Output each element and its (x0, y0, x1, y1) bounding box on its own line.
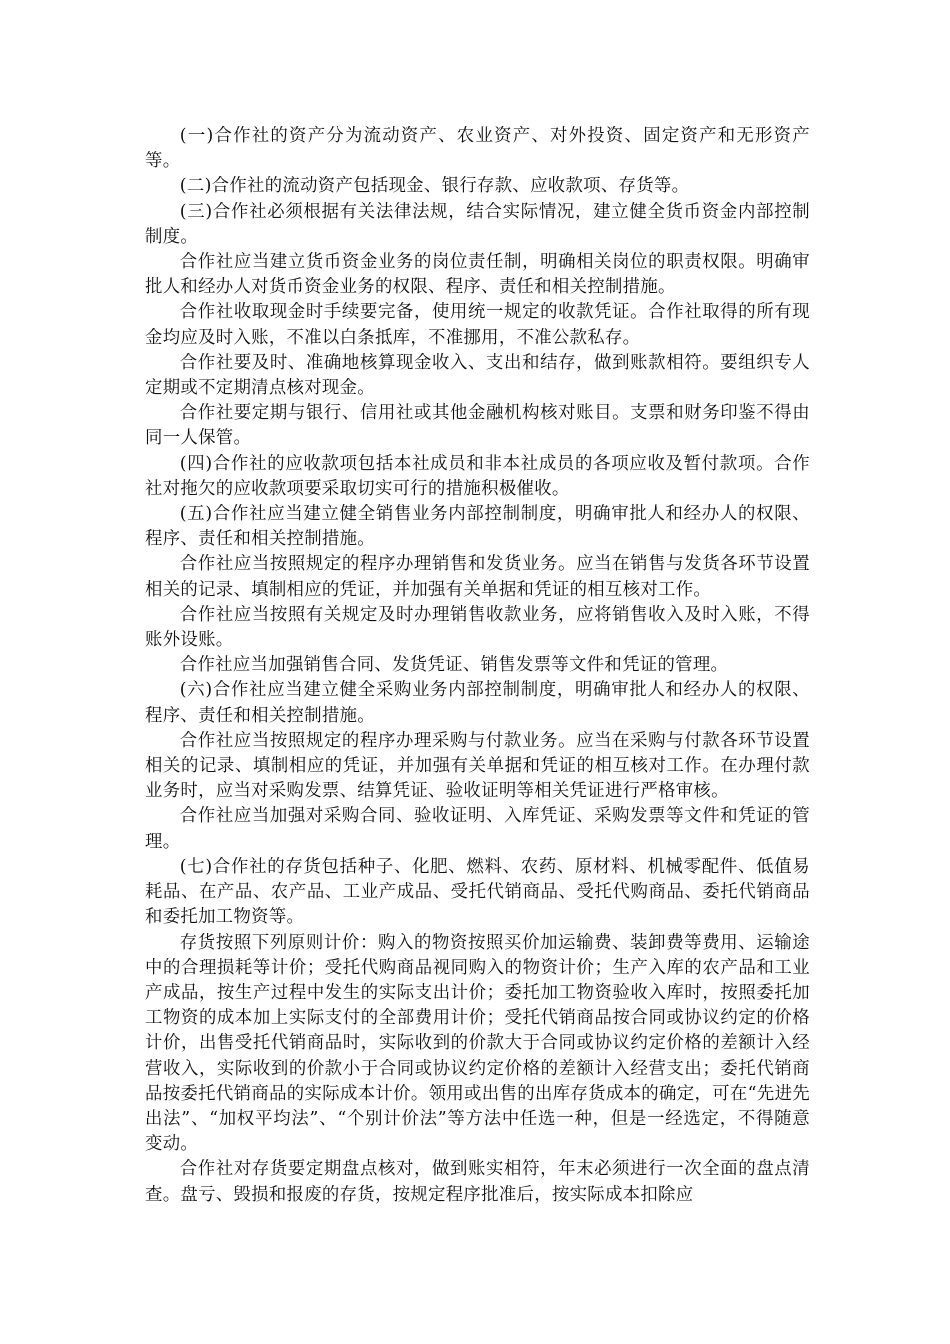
paragraph-purchase-documents: 合作社应当加强对采购合同、验收证明、入库凭证、采购发票等文件和凭证的管理。 (145, 806, 810, 852)
paragraph-sales-control: (五)合作社应当建立健全销售业务内部控制制度，明确审批人和经办人的权限、程序、责任和相关控制措施。 (145, 504, 810, 550)
paragraph-receivables: (四)合作社的应收款项包括本社成员和非本社成员的各项应收及暂付款项。合作社对拖欠的应收款项要采取切实可行的措施积极催收。 (145, 453, 810, 499)
paragraph-bank-reconciliation: 合作社要定期与银行、信用社或其他金融机构核对账目。支票和财务印鉴不得由同一人保管。 (145, 403, 810, 449)
paragraph-cash-receipts: 合作社收取现金时手续要完备，使用统一规定的收款凭证。合作社取得的所有现金均应及时入账，不准以白条抵库，不准挪用，不准公款私存。 (145, 302, 810, 348)
paragraph-sales-documents: 合作社应当加强销售合同、发货凭证、销售发票等文件和凭证的管理。 (179, 655, 729, 676)
paragraph-purchase-control: (六)合作社应当建立健全采购业务内部控制制度，明确审批人和经办人的权限、程序、责任和相关控制措施。 (145, 680, 810, 726)
paragraph-inventory-count: 合作社对存货要定期盘点核对，做到账实相符，年末必须进行一次全面的盘点清查。盘亏、毁损和报废的存货，按规定程序批准后，按实际成本扣除应 (145, 1159, 810, 1205)
paragraph-cash-control: (三)合作社必须根据有关法律法规，结合实际情况，建立健全货币资金内部控制制度。 (145, 201, 810, 247)
paragraph-sales-collection: 合作社应当按照有关规定及时办理销售收款业务，应将销售收入及时入账，不得账外设账。 (145, 604, 810, 651)
paragraph-inventory-valuation: 存货按照下列原则计价：购入的物资按照买价加运输费、装卸费等费用、运输途中的合理损耗等计价；受托代购商品视同购入的物资计价；生产入库的农产品和工业产成品，按生产过程中发生的实际支出计价；委托加工物资验收入库时，按照委托加工物资的成本加上实际支付的全部费用计价；受托代销商品按合同或协议约定的价格计价，出售受托代销商品时，实际收到的价款大于合同或协议约定价格的差额计入经营收入，实际收到的价款小于合同或协议约定价格的差额计入经营支出；委托代销商品按委托代销商品的实际成本计价。领用或出售的出库存货成本的确定，可在“先进先出法”、“加权平均法”、“个别计价法”等方法中任选一种，但是一经选定，不得随意变动。 (145, 932, 810, 1155)
paragraph-sales-process: 合作社应当按照规定的程序办理销售和发货业务。应当在销售与发货各环节设置相关的记录、填制相应的凭证，并加强有关单据和凭证的相互核对工作。 (145, 554, 810, 600)
paragraph-cash-responsibility: 合作社应当建立货币资金业务的岗位责任制，明确相关岗位的职责权限。明确审批人和经办人对货币资金业务的权限、程序、责任和相关控制措施。 (145, 252, 810, 298)
paragraph-cash-accounting: 合作社要及时、准确地核算现金收入、支出和结存，做到账款相符。要组织专人定期或不定期清点核对现金。 (145, 352, 810, 399)
paragraph-current-assets: (二)合作社的流动资产包括现金、银行存款、应收款项、存货等。 (179, 176, 690, 197)
paragraph-inventory-types: (七)合作社的存货包括种子、化肥、燃料、农药、原材料、机械零配件、低值易耗品、在产品、农产品、工业产成品、受托代销商品、受托代购商品、委托代销商品和委托加工物资等。 (145, 856, 810, 928)
document-body (145, 124, 810, 1208)
paragraph-purchase-process: 合作社应当按照规定的程序办理采购与付款业务。应当在采购与付款各环节设置相关的记录、填制相应的凭证，并加强有关单据和凭证的相互核对工作。在办理付款业务时，应当对采购发票、结算凭证、验收证明等相关凭证进行严格审核。 (145, 730, 810, 802)
paragraph-asset-classes: (一)合作社的资产分为流动资产、农业资产、对外投资、固定资产和无形资产等。 (145, 126, 810, 172)
